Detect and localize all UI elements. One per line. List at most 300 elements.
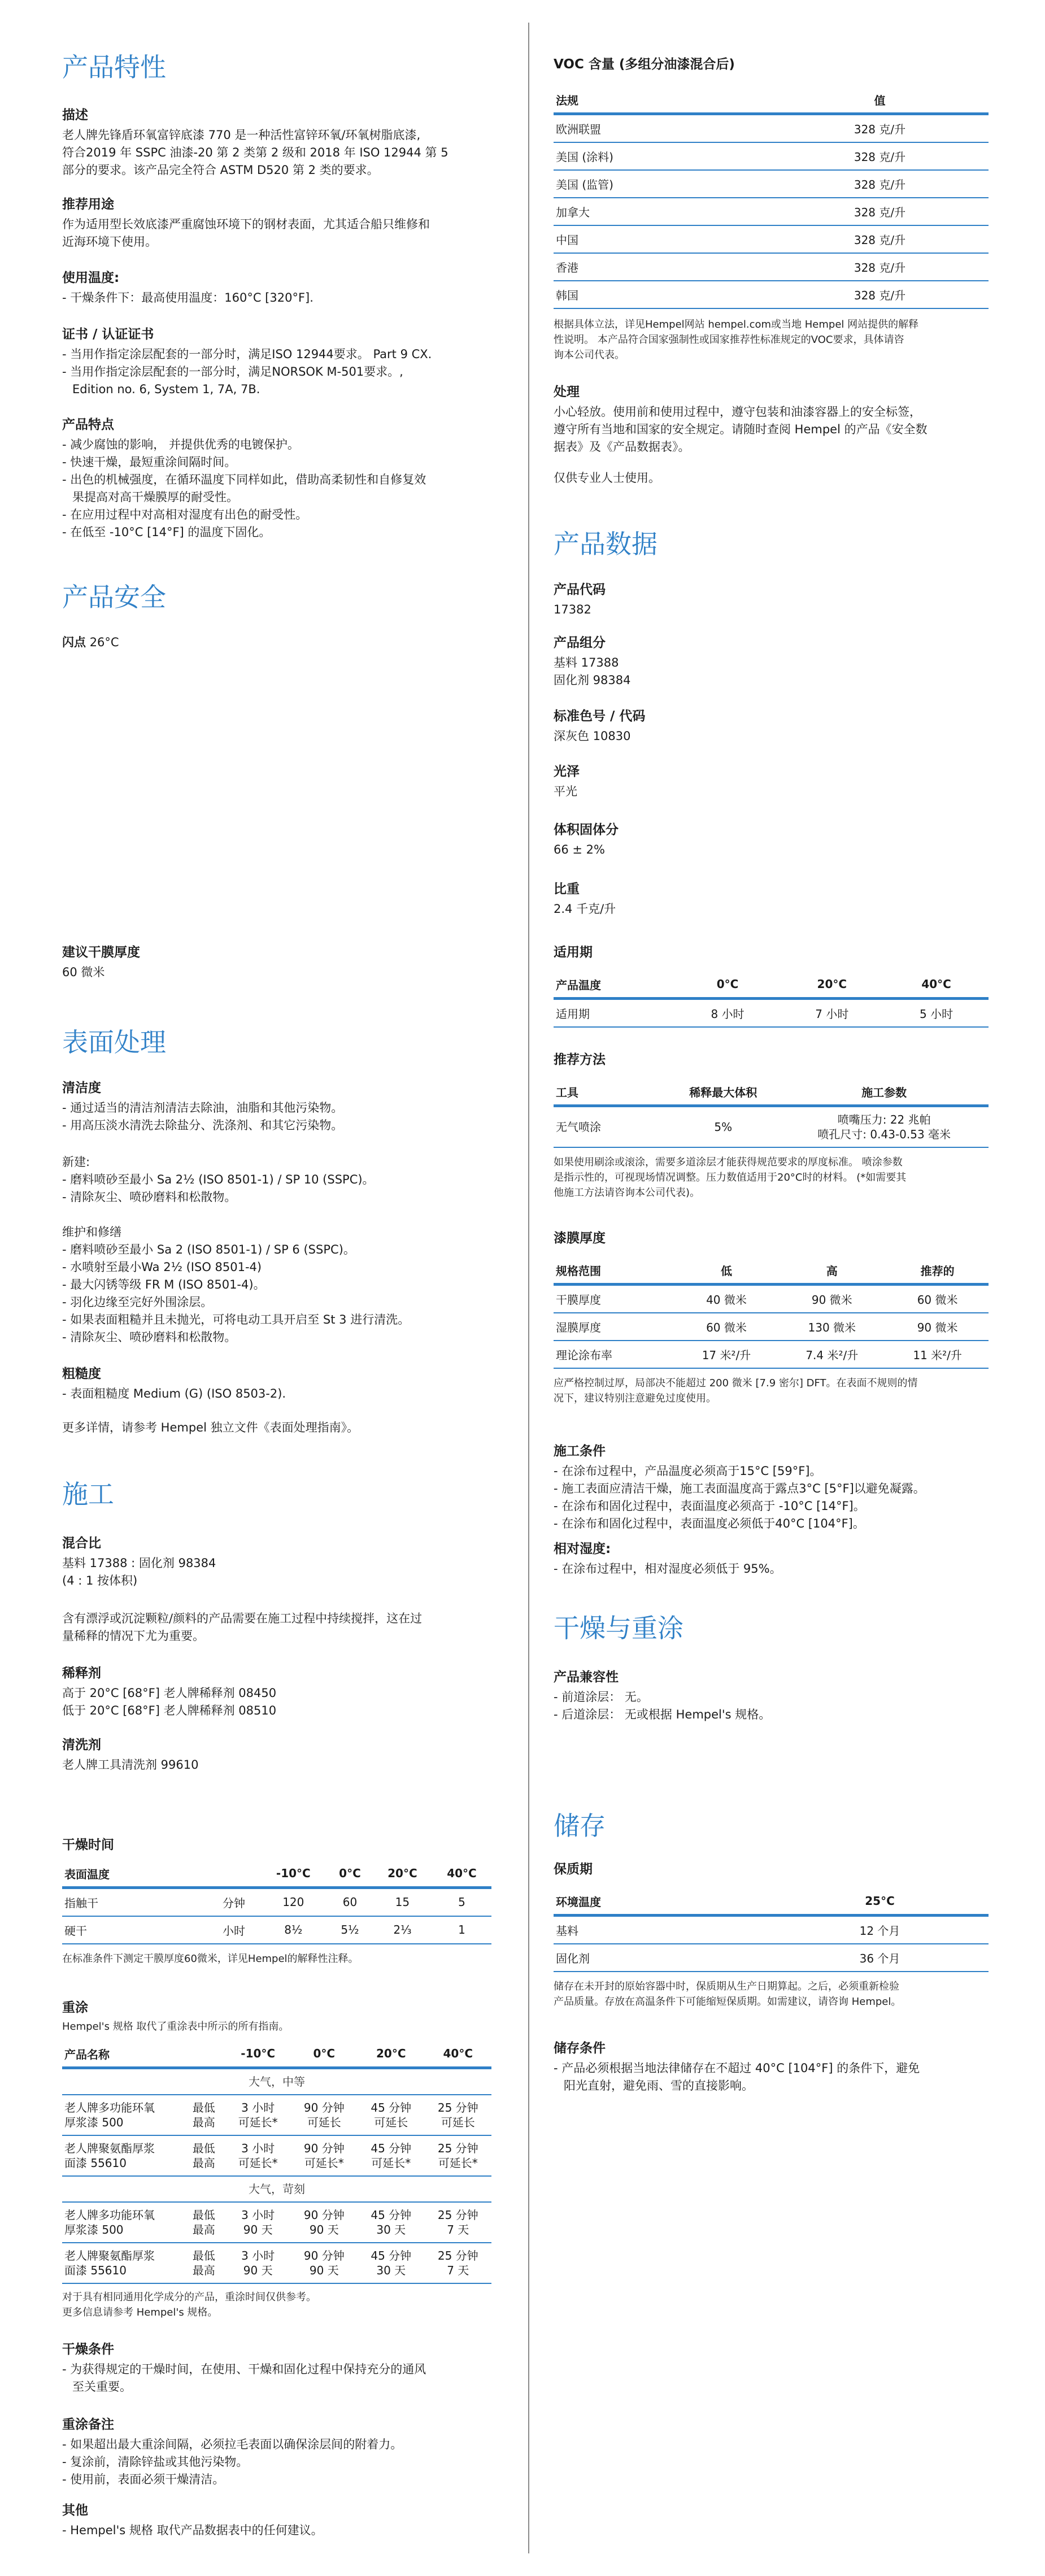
cell-line: 45 分钟 [371,2248,412,2262]
section-title-drying-overcoating: 干燥与重涂 [554,1613,683,1643]
cell-line: 厚浆漆 500 [64,2222,124,2236]
cell-line: 90 分钟 [303,2141,345,2155]
table-cell [62,2202,182,2243]
drying-conditions-block [62,2342,491,2396]
table-cell: 美国 (监管) [554,170,771,198]
table-cell: 欧洲联盟 [554,114,771,142]
surface-more-info: 更多详情，请参考 Hempel 独立文件《表面处理指南》。 [62,1421,359,1434]
cell-line: 25 分钟 [437,2141,478,2155]
table-cell: 小时 [208,1916,259,1944]
text-line: 况下，建议特别注意避免过度使用。 [554,1392,716,1404]
text-line: - 出色的机械强度，在循环温度下同样如此，借助高柔韧性和自修复效 [62,472,426,486]
cell-line: 7 天 [447,2222,469,2236]
text-line: 低于 20°C [68°F] 老人牌稀释剂 08510 [62,1703,277,1717]
cell-line: 面漆 55610 [64,2263,127,2277]
thinner-heading: 稀释剂 [62,1666,101,1681]
text-line: 他施工方法请咨询本公司代表)。 [554,1186,700,1199]
other-heading: 其他 [62,2503,88,2518]
table-row [62,2202,491,2243]
text-line: 作为适用型长效底漆严重腐蚀环境下的钢材表面，尤其适合船只维修和 [62,217,430,231]
volume-solids-label: 体积固体分 [554,823,619,837]
cell-line: 7 天 [447,2263,469,2277]
specific-gravity-block [554,881,989,918]
handling-heading: 处理 [554,385,580,399]
text-line: - 磨料喷砂至最小 Sa 2½ (ISO 8501-1) / SP 10 (SSPC)。 [62,1173,375,1186]
cell-line: 老人牌聚氨酯厚浆 [64,2141,155,2155]
table-cell: 香港 [554,253,771,281]
gloss-label: 光泽 [554,764,580,779]
table-header-row [554,973,989,999]
product-data-section [554,529,989,560]
cleanliness-block [62,1080,491,1134]
cell-line: 可延长* [438,2156,478,2170]
table-cell [182,2095,225,2135]
application-method-heading: 推荐方法 [554,1052,606,1067]
recoat-block [62,2000,491,2320]
film-thickness-block [554,1230,989,1406]
text-line: - 水喷射至最小Wa 2½ (ISO 8501-4) [62,1260,262,1274]
table-cell: 60 微米 [676,1313,778,1341]
text-line: 至关重要。 [72,2379,132,2394]
table-cell: 适用期 [554,998,676,1027]
cell-line: 90 分钟 [303,2208,345,2222]
table-cell: 5% [667,1106,780,1147]
cell-line: 90 分钟 [303,2100,345,2114]
cell-line: 3 小时 [241,2100,275,2114]
table-header: 0°C [327,1862,373,1888]
table-row [554,1284,989,1313]
table-cell [62,2135,182,2176]
table-cell: 理论涂布率 [554,1341,676,1368]
table-header: 40°C [425,2042,491,2068]
cell-line: 可延长* [238,2156,278,2170]
text-line: - 使用前，表面必须干燥清洁。 [62,2472,225,2486]
text-line: - 当用作指定涂层配套的一部分时，满足NORSOK M-501要求。, [62,364,403,378]
table-header: 0°C [676,973,780,999]
voc-table [554,88,989,309]
gloss-value: 平光 [554,784,577,798]
text-line: 符合2019 年 SSPC 油漆-20 第 2 类第 2 级和 2018 年 ISO 12944 第 5 [62,145,449,159]
table-header: 高 [777,1259,886,1285]
text-line: 更多信息请参考 Hempel's 规格。 [62,2306,218,2318]
table-cell: 90 微米 [777,1284,886,1313]
table-header: 值 [771,88,989,114]
text-line: 产品质量。存放在高温条件下可能缩短保质期。如需建议，请咨询 Hempel。 [554,1995,902,2008]
text-line: - 当用作指定涂层配套的一部分时，满足ISO 12944要求。 Part 9 CX. [62,347,432,361]
surface-prep-section [62,1027,491,1058]
table-header: 环境温度 [554,1890,771,1916]
column-divider [528,23,529,2553]
cell-line: 最高 [192,2156,215,2170]
text-line: - 如果超出最大重涂间隔，必须拉毛表面以确保涂层间的附着力。 [62,2437,403,2451]
table-cell [291,2202,358,2243]
cell-line: 30 天 [376,2263,406,2277]
text-line: - 快速干燥，最短重涂间隔时间。 [62,455,237,469]
mixing-note [62,1610,491,1645]
cell-line: 90 天 [243,2263,273,2277]
table-cell: 干膜厚度 [554,1284,676,1313]
table-row [554,1313,989,1341]
table-cell: 5½ [327,1916,373,1944]
table-header: -10°C [225,2042,291,2068]
text-line: - 如果表面粗糙并且未抛光，可将电动工具开启至 St 3 进行清洗。 [62,1313,410,1326]
table-cell: 130 微米 [777,1313,886,1341]
cell-line: 25 分钟 [437,2100,478,2114]
table-group-row [62,2176,491,2202]
table-cell: 湿膜厚度 [554,1313,676,1341]
storage-conditions-heading: 储存条件 [554,2041,606,2056]
text-line: 高于 20°C [68°F] 老人牌稀释剂 08450 [62,1686,277,1700]
color-code-block [554,708,989,745]
color-code-label: 标准色号 / 代码 [554,709,646,724]
table-cell [425,2243,491,2283]
text-line: 如果使用刷涂或滚涂，需要多道涂层才能获得规范要求的厚度标准。 喷涂参数 [554,1156,903,1168]
table-group-row [62,2068,491,2095]
film-thickness-note [554,1376,989,1406]
cell-line: 25 分钟 [437,2248,478,2262]
pot-life-table [554,973,989,1028]
voc-heading: VOC 含量 (多组分油漆混合后) [554,57,735,72]
cell-line: 30 天 [376,2222,406,2236]
table-cell: 12 个月 [771,1915,989,1944]
text-line: 询本公司代表。 [554,349,625,361]
table-cell [182,2243,225,2283]
table-cell: 美国 (涂料) [554,142,771,170]
section-title-product-safety: 产品安全 [62,582,166,612]
recommended-use-block [62,197,491,251]
storage-conditions-block [554,2040,989,2095]
cell-line: 45 分钟 [371,2141,412,2155]
pot-life-block [554,945,989,1028]
cell-line: 90 分钟 [303,2248,345,2262]
text-line: - 通过适当的清洁剂清洁去除油，油脂和其他污染物。 [62,1100,343,1115]
text-line: - 为获得规定的干燥时间，在使用、干燥和固化过程中保持充分的通风 [62,2362,426,2376]
cell-line: 可延长 [441,2115,475,2129]
cell-line: 最高 [192,2263,215,2277]
specific-gravity-label: 比重 [554,882,580,897]
cell-line: 老人牌多功能环氧 [64,2208,155,2222]
product-code-value: 17382 [554,602,591,616]
drying-time-table [62,1862,491,1944]
table-cell: 硬干 [62,1916,208,1944]
flash-point-label: 闪点 [62,636,86,649]
application-section [62,1479,491,1510]
table-header: 40°C [432,1862,491,1888]
drying-time-heading: 干燥时间 [62,1838,114,1852]
table-cell: 韩国 [554,281,771,308]
table-cell: 8½ [260,1916,327,1944]
dft-value: 60 微米 [62,965,105,979]
text-line: 据表》及《产品数据表》。 [554,440,690,454]
mixing-ratio-heading: 混合比 [62,1536,101,1551]
table-cell [291,2243,358,2283]
table-cell [225,2095,291,2135]
table-cell: 120 [260,1887,327,1916]
table-row [62,1916,491,1944]
text-line: - 复涂前，清除锌盐或其他污染物。 [62,2455,249,2469]
table-cell: 15 [373,1887,432,1916]
text-line: 遵守所有当地和国家的安全规定。请随时查阅 Hempel 的产品《安全数 [554,422,928,436]
product-code-label: 产品代码 [554,582,606,597]
recoat-intro: Hempel's 规格 取代了重涂表中所示的所有指南。 [62,2020,289,2033]
table-cell: 328 克/升 [771,253,989,281]
application-method-table [554,1080,989,1148]
text-line: - 在涂布过程中，相对湿度必须低于 95%。 [554,1561,782,1576]
table-cell: 328 克/升 [771,142,989,170]
table-header: 规格范围 [554,1259,676,1285]
cell-line: 可延长* [238,2115,278,2129]
text-line: 对于具有相同通用化学成分的产品，重涂时间仅供参考。 [62,2291,316,2303]
cleaner-heading: 清洗剂 [62,1738,101,1752]
application-conditions-block [554,1443,989,1533]
section-title-product-characteristics: 产品特性 [62,52,166,82]
text-line: - Hempel's 规格 取代产品数据表中的任何建议。 [62,2523,323,2537]
text-line: 量稀释的情况下尤为重要。 [62,1629,204,1643]
text-line: 根据具体立法，详见Hempel网站 hempel.com或当地 Hempel 网站提供的解释 [554,318,919,330]
handling-block [554,384,989,487]
cell-line: 可延长* [371,2156,411,2170]
table-row [554,142,989,170]
text-line: - 清除灰尘、喷砂磨料和松散物。 [62,1330,237,1344]
text-line: (4 : 1 按体积) [62,1573,138,1587]
application-conditions-heading: 施工条件 [554,1444,606,1459]
table-cell [291,2095,358,2135]
table-cell [780,1106,989,1147]
table-cell: 328 克/升 [771,225,989,253]
table-cell: 60 微米 [886,1284,989,1313]
table-header: 20°C [358,2042,424,2068]
text-line: - 清除灰尘、喷砂磨料和松散物。 [62,1190,237,1204]
recommended-use-heading: 推荐用途 [62,197,114,212]
storage-section [554,1811,989,1842]
text-line: - 羽化边缘至完好外围涂层。 [62,1295,213,1309]
cell-line: 最低 [192,2141,215,2155]
table-cell: 8 小时 [676,998,780,1027]
table-cell: 36 个月 [771,1944,989,1972]
shelf-life-heading: 保质期 [554,1862,593,1877]
description-text [62,127,491,179]
text-line: 阳光直射，避免雨、雪的直接影响。 [564,2078,754,2092]
table-cell [358,2243,424,2283]
text-line: Edition no. 6, System 1, 7A, 7B. [72,382,260,396]
text-line: - 在应用过程中对高相对湿度有出色的耐受性。 [62,507,308,521]
dft-block [62,945,491,981]
drying-conditions-heading: 干燥条件 [62,2342,114,2357]
table-row [554,1106,989,1147]
text-line: 是指示性的，可视现场情况调整。压力数值适用于20°C时的材料。 (*如需要其 [554,1171,907,1183]
voc-block [554,56,989,363]
table-cell: 5 [432,1887,491,1916]
table-cell: 2⅓ [373,1916,432,1944]
table-header: 40°C [884,973,989,999]
table-cell [225,2243,291,2283]
text-line: - 磨料喷砂至最小 Sa 2 (ISO 8501-1) / SP 6 (SSPC)。 [62,1243,355,1256]
text-line: - 在涂布过程中，产品温度必须高于15°C [59°F]。 [554,1464,822,1478]
cleanliness-heading: 清洁度 [62,1081,101,1095]
text-line: - 在涂布和固化过程中，表面温度必须低于40°C [104°F]。 [554,1516,865,1530]
table-row [554,198,989,225]
text-line: 基料 17388 [554,655,619,669]
specific-gravity-value: 2.4 千克/升 [554,902,616,916]
table-header: 稀释最大体积 [667,1080,780,1106]
cell-line: 可延长 [374,2115,408,2129]
cell-line: 最低 [192,2100,215,2114]
table-group-label: 大气，中等 [62,2068,491,2095]
cell-line: 厚浆漆 500 [64,2115,124,2129]
text-line: - 干燥条件下：最高使用温度：160°C [320°F]. [62,290,314,304]
professional-use-note: 仅供专业人士使用。 [554,471,660,485]
table-header: 0°C [291,2042,358,2068]
table-header: 25°C [771,1890,989,1916]
features-heading: 产品特点 [62,417,114,432]
table-header: 法规 [554,88,771,114]
product-code-block [554,582,989,619]
table-header: 低 [676,1259,778,1285]
text-line: 含有漂浮或沉淀颗粒/颜料的产品需要在施工过程中持续搅拌，这在过 [62,1612,423,1625]
drying-time-block [62,1837,491,1966]
table-cell: 328 克/升 [771,170,989,198]
cell-line: 3 小时 [241,2141,275,2155]
drying-overcoating-section [554,1613,989,1644]
table-header [182,2042,225,2068]
table-row [554,1341,989,1368]
certificates-block [62,327,491,398]
table-cell: 7.4 米²/升 [777,1341,886,1368]
recoat-note [62,2290,491,2320]
table-header-row [554,88,989,114]
cell-line: 面漆 55610 [64,2156,127,2170]
table-cell [425,2135,491,2176]
section-title-product-data: 产品数据 [554,529,658,559]
table-header: 20°C [780,973,884,999]
table-cell [62,2095,182,2135]
text-line: 应严格控制过厚，局部决不能超过 200 微米 [7.9 密尔] DFT。在表面不规则的情 [554,1377,918,1389]
cell-line: 老人牌聚氨酯厚浆 [64,2248,155,2262]
text-line: - 最大闪锈等级 FR M (ISO 8501-4)。 [62,1278,265,1291]
table-row [554,225,989,253]
table-cell: 分钟 [208,1887,259,1916]
table-cell: 328 克/升 [771,114,989,142]
maintenance-block [62,1224,491,1346]
table-header: 20°C [373,1862,432,1888]
table-header: 工具 [554,1080,667,1106]
text-line: 性说明。 本产品符合国家强制性或国家推荐性标准规定的VOC要求，具体请咨 [554,333,904,346]
table-cell: 基料 [554,1915,771,1944]
cell-line: 25 分钟 [437,2208,478,2222]
description-heading: 描述 [62,108,88,123]
shelf-life-block [554,1861,989,2009]
table-cell: 11 米²/升 [886,1341,989,1368]
cell-line: 喷嘴压力: 22 兆帕 [837,1112,931,1126]
table-row [62,2135,491,2176]
table-header: 推荐的 [886,1259,989,1285]
text-line: - 产品必须根据当地法律储存在不超过 40°C [104°F] 的条件下，避免 [554,2061,920,2075]
film-thickness-heading: 漆膜厚度 [554,1231,606,1246]
table-header: -10°C [260,1862,327,1888]
recoat-heading: 重涂 [62,2000,88,2015]
table-header: 表面温度 [62,1862,208,1888]
cell-line: 最低 [192,2248,215,2262]
gloss-block [554,764,989,800]
table-cell [358,2202,424,2243]
product-components-label: 产品组分 [554,636,606,650]
cell-line: 45 分钟 [371,2208,412,2222]
table-cell [225,2202,291,2243]
service-temperature-block [62,270,491,307]
other-block [62,2503,491,2539]
recoat-remarks-block [62,2417,491,2488]
table-row [554,170,989,198]
maintenance-label: 维护和修缮 [62,1225,121,1239]
table-header: 产品温度 [554,973,676,999]
table-row [554,281,989,308]
features-block [62,417,491,541]
service-temperature-heading: 使用温度: [62,271,120,285]
text-line: - 减少腐蚀的影响， 并提供优秀的电镀保护。 [62,437,299,451]
cell-line: 老人牌多功能环氧 [64,2100,155,2114]
roughness-heading: 粗糙度 [62,1367,101,1381]
table-cell [358,2135,424,2176]
table-row [62,2095,491,2135]
text-line: 老人牌先锋盾环氧富锌底漆 770 是一种活性富锌环氧/环氧树脂底漆, [62,128,421,142]
text-line: - 在低至 -10°C [14°F] 的温度下固化。 [62,525,271,539]
text-line: - 在涂布和固化过程中，表面温度必须高于 -10°C [14°F]。 [554,1499,865,1513]
certificates-heading: 证书 / 认证证书 [62,327,154,342]
table-row [554,998,989,1027]
table-cell [425,2202,491,2243]
roughness-block [62,1366,491,1403]
pot-life-heading: 适用期 [554,945,593,960]
text-line: - 用高压淡水清洗去除盐分、洗涤剂、和其它污染物。 [62,1118,343,1132]
relative-humidity-block [554,1541,989,1578]
cell-line: 可延长 [307,2115,341,2129]
table-cell: 60 [327,1887,373,1916]
compatibility-block [554,1669,989,1724]
product-components-block [554,635,989,689]
table-cell [425,2095,491,2135]
cell-line: 喷孔尺寸: 0.43-0.53 毫米 [817,1127,951,1141]
cell-line: 90 天 [243,2222,273,2236]
table-row [554,1915,989,1944]
table-cell [182,2202,225,2243]
color-code-value: 深灰色 10830 [554,729,631,743]
table-row [554,253,989,281]
table-row [554,114,989,142]
table-header-row [62,2042,491,2068]
text-line: 近海环境下使用。 [62,234,157,249]
cell-line: 90 天 [309,2263,339,2277]
text-line: - 表面粗糙度 Medium (G) (ISO 8503-2). [62,1386,286,1400]
product-safety-section [62,582,491,613]
table-row [554,1944,989,1972]
table-header-row [554,1890,989,1916]
mixing-ratio-block [62,1535,491,1590]
table-header [208,1862,259,1888]
thinner-block [62,1665,491,1720]
cell-line: 最高 [192,2115,215,2129]
section-title-application: 施工 [62,1479,114,1509]
table-cell: 328 克/升 [771,281,989,308]
table-cell: 5 小时 [884,998,989,1027]
table-row [62,2243,491,2283]
cell-line: 3 小时 [241,2248,275,2262]
cell-line: 最低 [192,2208,215,2222]
new-build-block [62,1154,491,1206]
table-cell [225,2135,291,2176]
table-row [62,1887,491,1916]
table-cell: 无气喷涂 [554,1106,667,1147]
volume-solids-value: 66 ± 2% [554,842,605,856]
